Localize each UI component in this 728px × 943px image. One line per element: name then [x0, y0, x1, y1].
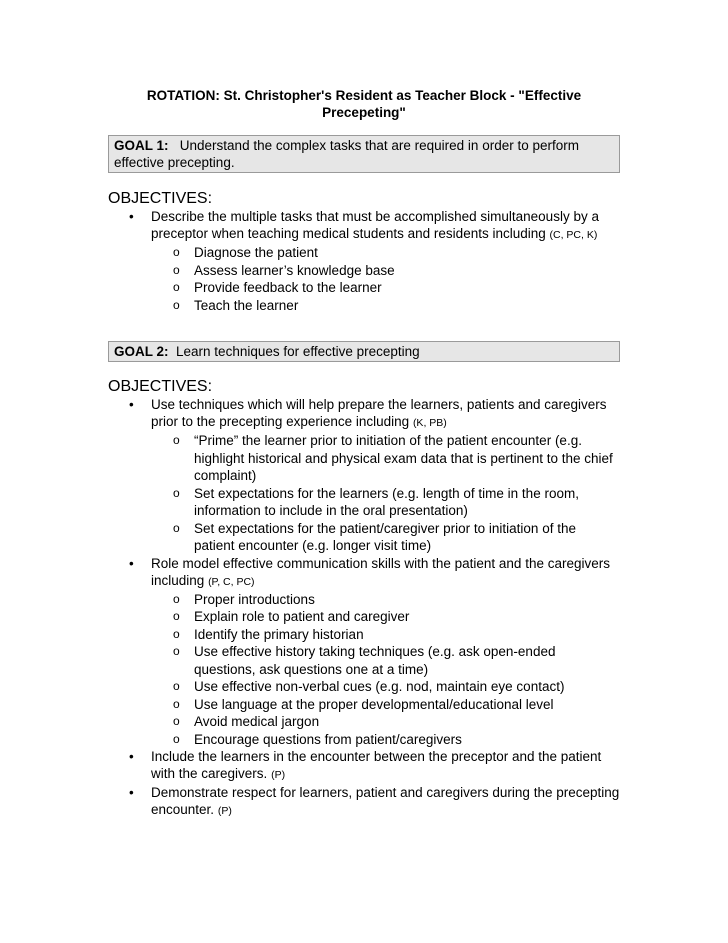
bullet-icon: •	[129, 785, 134, 800]
circle-bullet-icon: o	[173, 679, 180, 693]
circle-bullet-icon: o	[173, 626, 180, 641]
competency-tag: (P)	[271, 769, 286, 781]
objectives-section-2	[108, 378, 620, 820]
sub-objective-text: Avoid medical jargon	[194, 714, 320, 729]
competency-tag: (P)	[217, 805, 232, 817]
title-line-1: ROTATION: St. Christopher's Resident as Teacher Block - "Effective	[146, 88, 582, 103]
sub-objective-list	[108, 591, 620, 749]
goal-2-label: GOAL 2:	[114, 344, 169, 359]
sub-objective-list	[108, 244, 620, 314]
circle-bullet-icon: o	[173, 297, 180, 312]
sub-objective-list	[108, 432, 620, 555]
sub-objective-text: Proper introductions	[194, 591, 315, 607]
sub-objective-text: Use language at the proper developmental/educational level	[194, 696, 554, 712]
goal-2-text: Learn techniques for effective precepting	[176, 344, 420, 359]
bullet-icon: •	[129, 749, 134, 764]
objective-item	[108, 208, 620, 244]
sub-objective-item	[108, 608, 620, 626]
bullet-icon: •	[129, 397, 134, 412]
sub-objective-text: Encourage questions from patient/caregivers	[194, 731, 462, 747]
sub-objective-item	[108, 696, 620, 714]
sub-objective-item	[108, 262, 620, 280]
objective-text: Role model effective communication skills with the patient and the caregivers including	[151, 555, 610, 588]
competency-tag: (C, PC, K)	[549, 229, 598, 241]
circle-bullet-icon: o	[173, 609, 180, 623]
goal-1-text: Understand the complex tasks that are required in order to perform effective precepting.	[114, 138, 579, 170]
objectives-list-2	[108, 396, 620, 820]
objective-item	[108, 555, 620, 591]
goal-2-box	[108, 341, 620, 362]
sub-objective-item	[108, 591, 620, 609]
circle-bullet-icon: o	[173, 280, 180, 294]
objective-item	[108, 784, 620, 820]
objective-text: Use techniques which will help prepare the learners, patients and caregivers prior to the precepting experience including	[151, 397, 607, 429]
sub-objective-text: Set expectations for the patient/caregiver prior to initiation of the patient encounter (e.g. longer visit time)	[194, 520, 576, 553]
sub-objective-item	[108, 520, 620, 555]
objective-text: Include the learners in the encounter between the preceptor and the patient with the caregivers.	[151, 749, 602, 781]
circle-bullet-icon: o	[173, 591, 180, 606]
objectives-list-1	[108, 208, 620, 314]
objective-text: Describe the multiple tasks that must be accomplished simultaneously by a preceptor when teaching medical students and residents including	[151, 209, 599, 241]
title-line-2: Precepeting"	[322, 105, 406, 120]
sub-objective-text: Provide feedback to the learner	[194, 280, 382, 295]
objective-text: Demonstrate respect for learners, patient and caregivers during the precepting encounter.	[151, 785, 620, 817]
sub-objective-text: Use effective non-verbal cues (e.g. nod, maintain eye contact)	[194, 679, 565, 694]
sub-objective-text: “Prime” the learner prior to initiation of the patient encounter (e.g. highlight historical and physical exam data that is pertinent to the chief complaint)	[194, 433, 613, 483]
circle-bullet-icon: o	[173, 245, 180, 259]
circle-bullet-icon: o	[173, 485, 180, 500]
circle-bullet-icon: o	[173, 433, 180, 447]
sub-objective-text: Set expectations for the learners (e.g. length of time in the room, information to include in the oral presentation)	[194, 485, 579, 518]
objectives-heading: OBJECTIVES:	[108, 190, 213, 207]
objectives-section-1	[108, 190, 620, 314]
circle-bullet-icon: o	[173, 644, 180, 658]
circle-bullet-icon: o	[173, 714, 180, 728]
sub-objective-item	[108, 678, 620, 696]
sub-objective-item	[108, 643, 620, 678]
sub-objective-text: Teach the learner	[194, 297, 299, 313]
sub-objective-item	[108, 626, 620, 644]
sub-objective-item	[108, 485, 620, 520]
bullet-icon: •	[129, 555, 134, 571]
page-title	[108, 87, 620, 121]
sub-objective-item	[108, 713, 620, 731]
bullet-icon: •	[129, 209, 134, 224]
circle-bullet-icon: o	[173, 262, 180, 277]
sub-objective-text: Identify the primary historian	[194, 626, 364, 642]
sub-objective-item	[108, 297, 620, 315]
competency-tag: (K, PB)	[412, 417, 447, 429]
sub-objective-text: Assess learner’s knowledge base	[194, 262, 395, 278]
sub-objective-item	[108, 731, 620, 749]
circle-bullet-icon: o	[173, 520, 180, 535]
circle-bullet-icon: o	[173, 731, 180, 746]
objectives-heading: OBJECTIVES:	[108, 378, 213, 395]
objective-item	[108, 748, 620, 784]
goal-1-label: GOAL 1:	[114, 138, 169, 153]
competency-tag: (P, C, PC)	[208, 575, 255, 588]
sub-objective-text: Diagnose the patient	[194, 245, 318, 260]
circle-bullet-icon: o	[173, 696, 180, 711]
sub-objective-item	[108, 244, 620, 262]
sub-objective-text: Explain role to patient and caregiver	[194, 609, 410, 624]
sub-objective-text: Use effective history taking techniques (e.g. ask open-ended questions, ask questions one at a time)	[194, 644, 556, 677]
goal-1-box	[108, 135, 620, 173]
objective-item	[108, 396, 620, 432]
sub-objective-item	[108, 432, 620, 485]
sub-objective-item	[108, 279, 620, 297]
